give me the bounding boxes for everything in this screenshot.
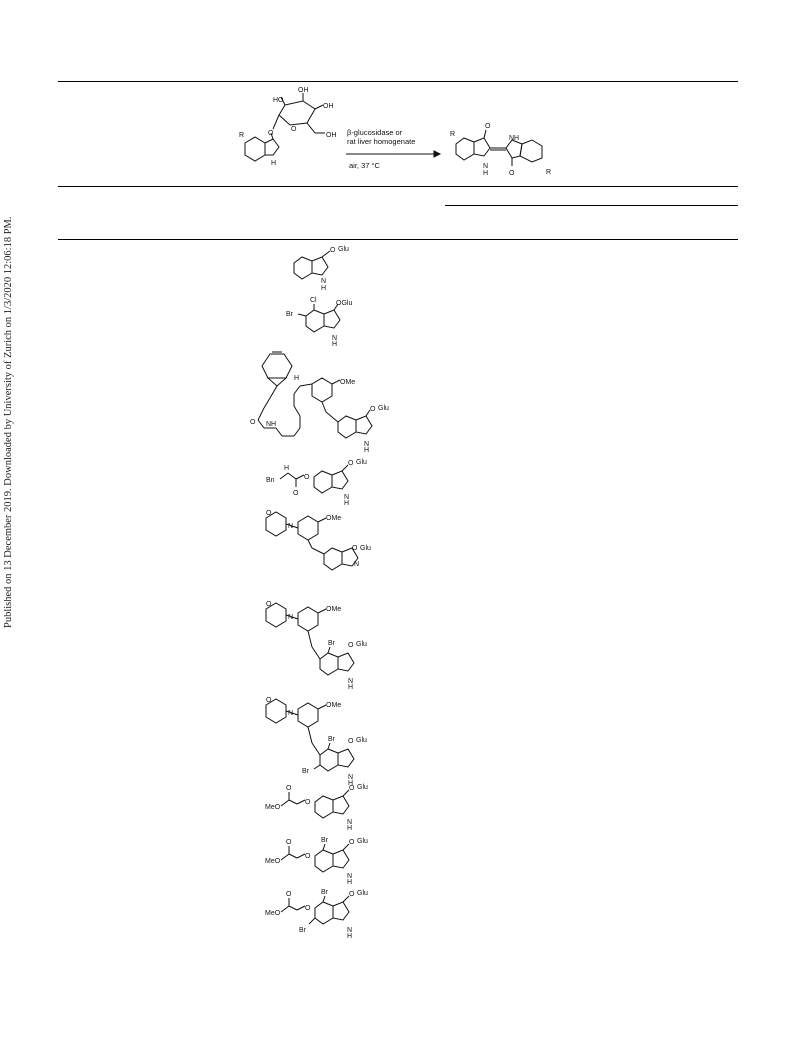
reagent-line-1: β-glucosidase or bbox=[347, 128, 403, 137]
reaction-substrate bbox=[235, 85, 345, 185]
c9-o-glu: O bbox=[349, 839, 355, 846]
c4-glu: Glu bbox=[356, 459, 367, 466]
c3-nh: NH bbox=[266, 421, 277, 428]
c5-n: N bbox=[354, 561, 360, 568]
product-r-left: R bbox=[450, 131, 456, 138]
c4-bn: Bn bbox=[266, 477, 275, 484]
c7-br-top: Br bbox=[328, 736, 335, 743]
c4-o-carbonyl: O bbox=[293, 490, 299, 497]
structure-morpholino-triazine-indoxyl bbox=[262, 510, 382, 572]
c3-ome: OMe bbox=[340, 379, 356, 386]
c6-br: Br bbox=[328, 640, 335, 647]
c9-n: N bbox=[347, 873, 353, 880]
structure-morpholino-triazine-dibromo-indoxyl bbox=[262, 697, 382, 785]
c8-n: N bbox=[347, 819, 353, 826]
c10-br-top: Br bbox=[321, 889, 328, 896]
c2-br: Br bbox=[286, 311, 293, 318]
c5-morpholine-o: O bbox=[266, 510, 272, 517]
structure-indoxyl-glucoside bbox=[290, 243, 370, 291]
c8-glu: Glu bbox=[357, 784, 368, 791]
c5-glu: Glu bbox=[360, 545, 371, 552]
c6-morpholine-n: N bbox=[288, 614, 294, 621]
reaction-arrow bbox=[346, 149, 441, 159]
c9-o: O bbox=[305, 853, 311, 860]
structure-methyl-glycolate-indoxyl bbox=[265, 780, 380, 830]
c10-meo: MeO bbox=[265, 910, 281, 917]
c7-morpholine-n: N bbox=[288, 710, 294, 717]
c9-glu: Glu bbox=[357, 838, 368, 845]
c7-ome: OMe bbox=[326, 702, 342, 709]
c2-cl: Cl bbox=[310, 297, 317, 304]
reaction-ring-o-label: O bbox=[291, 126, 297, 133]
c3-o: O bbox=[370, 406, 376, 413]
c8-h: H bbox=[347, 825, 353, 832]
c1-h: H bbox=[321, 285, 327, 292]
c5-morpholine-n: N bbox=[288, 523, 294, 530]
c6-morpholine-o: O bbox=[266, 601, 272, 608]
c10-o: O bbox=[305, 905, 311, 912]
c10-o-glu: O bbox=[349, 891, 355, 898]
c7-n: N bbox=[348, 774, 354, 781]
publication-sidenote: Published on 13 December 2019. Downloaded by University of Zurich on 1/3/2020 12:06:18 PM. bbox=[3, 216, 14, 628]
c6-glu: Glu bbox=[356, 641, 367, 648]
c9-h: H bbox=[347, 879, 353, 886]
c9-meo: MeO bbox=[265, 858, 281, 865]
table-header-rule bbox=[58, 186, 738, 187]
c6-o-glu: O bbox=[348, 642, 354, 649]
c6-h: H bbox=[348, 684, 354, 691]
c3-o-carbonyl: O bbox=[250, 419, 256, 426]
structure-bromo-chloro-indoxyl-glucoside bbox=[286, 294, 371, 346]
c1-n: N bbox=[321, 278, 327, 285]
c1-o: O bbox=[330, 247, 336, 254]
c1-glu: Glu bbox=[338, 246, 349, 253]
c7-morpholine-o: O bbox=[266, 697, 272, 704]
table-top-rule bbox=[58, 81, 738, 82]
reagent-line-2: rat liver homogenate bbox=[347, 137, 416, 146]
product-o-bottom: O bbox=[509, 170, 515, 177]
c9-br: Br bbox=[321, 837, 328, 844]
c7-br-bottom: Br bbox=[302, 768, 309, 775]
c2-n: N bbox=[332, 335, 338, 342]
c7-o-glu: O bbox=[348, 738, 354, 745]
reaction-condition: air, 37 °C bbox=[349, 161, 380, 170]
c10-glu: Glu bbox=[357, 890, 368, 897]
reaction-oh-label-2: OH bbox=[323, 103, 334, 110]
product-nh-right: NH bbox=[509, 135, 520, 142]
reaction-r-label: R bbox=[239, 132, 245, 139]
c4-o-glu: O bbox=[348, 460, 354, 467]
reaction-nh-label: H bbox=[271, 160, 277, 167]
structure-bcn-triazine-conjugate bbox=[250, 348, 400, 452]
c3-n: N bbox=[364, 441, 370, 448]
c8-o: O bbox=[305, 799, 311, 806]
c4-h: H bbox=[284, 465, 290, 472]
structure-morpholino-triazine-bromo-indoxyl bbox=[262, 601, 382, 689]
structure-benzyl-carbamate-indoxyl bbox=[266, 457, 376, 505]
reaction-oh-label-1: OH bbox=[298, 87, 309, 94]
c4-o: O bbox=[304, 474, 310, 481]
c4-h-indole: H bbox=[344, 500, 350, 507]
c9-o-carbonyl: O bbox=[286, 839, 292, 846]
c10-o-carbonyl: O bbox=[286, 891, 292, 898]
c10-n: N bbox=[347, 927, 353, 934]
reaction-product-indigo bbox=[450, 122, 575, 182]
c7-glu: Glu bbox=[356, 737, 367, 744]
reaction-glyco-o-label: O bbox=[268, 130, 274, 137]
c3-glu: Glu bbox=[378, 405, 389, 412]
table-subheader-rule bbox=[445, 205, 738, 206]
product-o-top: O bbox=[485, 123, 491, 130]
c5-ome: OMe bbox=[326, 515, 342, 522]
reaction-oh-label-3: OH bbox=[326, 132, 337, 139]
table-body-rule bbox=[58, 239, 738, 240]
c5-o-glu: O bbox=[352, 545, 358, 552]
c6-ome: OMe bbox=[326, 606, 342, 613]
c8-o-glu: O bbox=[349, 785, 355, 792]
c3-h: H bbox=[364, 447, 370, 454]
c2-oglu: OGlu bbox=[336, 300, 353, 307]
structure-methyl-glycolate-bromo-indoxyl bbox=[265, 832, 380, 884]
c10-br-bottom: Br bbox=[299, 927, 306, 934]
c6-n: N bbox=[348, 678, 354, 685]
c10-h: H bbox=[347, 933, 353, 940]
reaction-ho-label: HO bbox=[273, 97, 284, 104]
product-nh-left: N bbox=[483, 163, 489, 170]
c8-meo: MeO bbox=[265, 804, 281, 811]
c7-h: H bbox=[348, 780, 354, 787]
product-r-right: R bbox=[546, 169, 552, 176]
structure-methyl-glycolate-dibromo-indoxyl bbox=[265, 884, 380, 942]
c2-h: H bbox=[332, 341, 338, 348]
c8-o-carbonyl: O bbox=[286, 785, 292, 792]
c4-n: N bbox=[344, 494, 350, 501]
product-h-left: H bbox=[483, 170, 489, 177]
c3-hn: H bbox=[294, 375, 300, 382]
